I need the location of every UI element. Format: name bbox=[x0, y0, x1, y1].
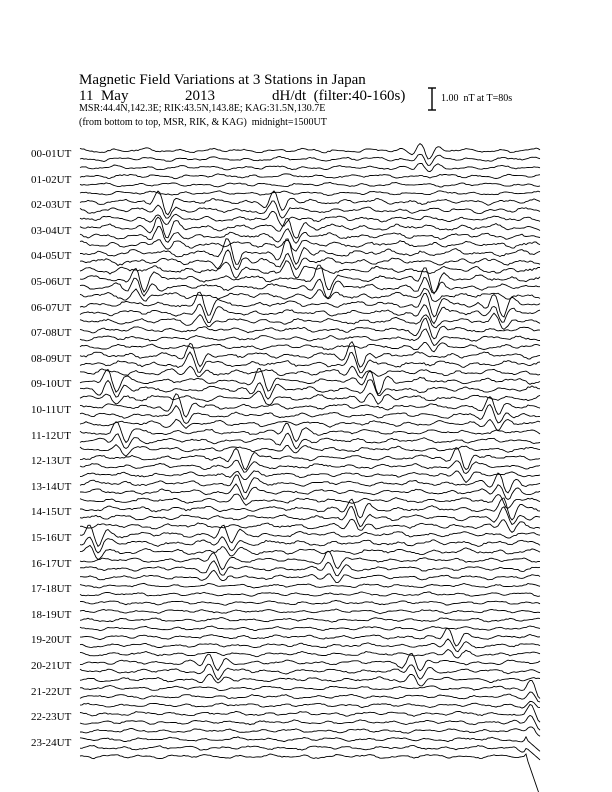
trace-rik bbox=[80, 405, 540, 424]
trace-msr bbox=[80, 391, 540, 405]
trace-msr bbox=[80, 600, 540, 605]
hour-label: 08-09UT bbox=[31, 352, 72, 365]
trace-kag bbox=[80, 680, 540, 698]
scale-bar bbox=[428, 88, 436, 110]
trace-rik bbox=[80, 592, 540, 597]
trace-kag bbox=[80, 609, 540, 614]
trace-rik bbox=[80, 561, 540, 576]
trace-msr bbox=[80, 649, 540, 658]
hour-label: 04-05UT bbox=[31, 250, 72, 263]
trace-kag bbox=[80, 583, 540, 588]
trace-msr bbox=[80, 626, 540, 631]
trace-rik bbox=[80, 692, 540, 702]
trace-msr bbox=[80, 754, 540, 792]
trace-rik bbox=[80, 182, 540, 187]
trace-kag bbox=[80, 174, 540, 179]
station-order-note: (from bottom to top, MSR, RIK, & KAG) midnight=1500UT bbox=[79, 117, 327, 128]
trace-rik bbox=[80, 746, 540, 760]
hour-label: 17-18UT bbox=[31, 583, 72, 596]
hour-label: 13-14UT bbox=[31, 480, 72, 493]
trace-msr bbox=[80, 519, 540, 532]
hour-label: 18-19UT bbox=[31, 608, 72, 621]
trace-rik bbox=[80, 618, 540, 623]
hour-label: 11-12UT bbox=[31, 429, 71, 442]
trace-msr bbox=[80, 419, 540, 430]
trace-kag bbox=[80, 318, 540, 339]
scale-bar-label: 1.00 nT at T=80s bbox=[441, 93, 513, 104]
hour-label: 21-22UT bbox=[31, 685, 72, 698]
hour-label: 09-10UT bbox=[31, 378, 72, 391]
hour-label: 19-20UT bbox=[31, 634, 72, 647]
hour-label: 10-11UT bbox=[31, 404, 71, 416]
hour-label: 23-24UT bbox=[31, 736, 72, 749]
trace-kag bbox=[80, 705, 540, 723]
chart-year: 2013 bbox=[185, 88, 215, 104]
trace-msr bbox=[80, 545, 540, 559]
trace-rik bbox=[80, 715, 540, 730]
trace-group bbox=[80, 144, 540, 792]
trace-msr bbox=[80, 366, 540, 378]
trace-msr bbox=[80, 674, 540, 686]
trace-rik bbox=[80, 484, 540, 500]
hour-label: 12-13UT bbox=[31, 455, 72, 468]
trace-msr bbox=[80, 211, 540, 226]
trace-msr bbox=[80, 445, 540, 457]
trace-kag bbox=[80, 629, 540, 647]
hour-label: 14-15UT bbox=[31, 506, 72, 519]
trace-rik bbox=[80, 227, 540, 244]
trace-kag bbox=[80, 422, 540, 443]
hour-label: 20-21UT bbox=[31, 660, 72, 672]
chart-title: Magnetic Field Variations at 3 Stations in Japan bbox=[79, 72, 366, 88]
trace-rik bbox=[80, 537, 540, 553]
trace-msr bbox=[80, 191, 540, 196]
trace-msr bbox=[80, 570, 540, 582]
trace-rik bbox=[80, 460, 540, 473]
trace-msr bbox=[80, 313, 540, 329]
trace-kag bbox=[80, 217, 540, 238]
trace-rik bbox=[80, 329, 540, 346]
hour-label: 15-16UT bbox=[31, 532, 72, 544]
trace-msr bbox=[80, 343, 540, 352]
hour-label: 06-07UT bbox=[31, 301, 72, 314]
trace-rik bbox=[80, 154, 540, 165]
trace-kag bbox=[80, 737, 540, 752]
trace-kag bbox=[80, 265, 540, 294]
trace-msr bbox=[80, 164, 540, 172]
trace-kag bbox=[80, 144, 540, 159]
trace-rik bbox=[80, 639, 540, 652]
trace-kag bbox=[80, 653, 540, 670]
trace-msr bbox=[80, 240, 540, 252]
hour-label: 22-23UT bbox=[31, 711, 72, 724]
hour-label: 02-03UT bbox=[31, 199, 72, 212]
chart-quantity: dH/dt (filter:40-160s) bbox=[272, 88, 406, 104]
hour-label: 16-17UT bbox=[31, 557, 72, 570]
trace-msr bbox=[80, 261, 540, 279]
trace-kag bbox=[80, 369, 540, 395]
trace-rik bbox=[80, 433, 540, 449]
station-coordinates: MSR:44.4N,142.3E; RIK:43.5N,143.8E; KAG:31.5N,130.7E bbox=[79, 103, 326, 114]
chart-date: 11 May bbox=[79, 88, 129, 104]
hour-label: 03-04UT bbox=[31, 224, 72, 237]
trace-msr bbox=[80, 494, 540, 508]
hour-label: 07-08UT bbox=[31, 327, 72, 340]
trace-msr bbox=[80, 701, 540, 708]
trace-msr bbox=[80, 471, 540, 483]
hour-label: 05-06UT bbox=[31, 276, 72, 288]
trace-msr bbox=[80, 727, 540, 736]
hour-label: 01-02UT bbox=[31, 173, 72, 186]
hour-label: 00-01UT bbox=[31, 148, 72, 160]
